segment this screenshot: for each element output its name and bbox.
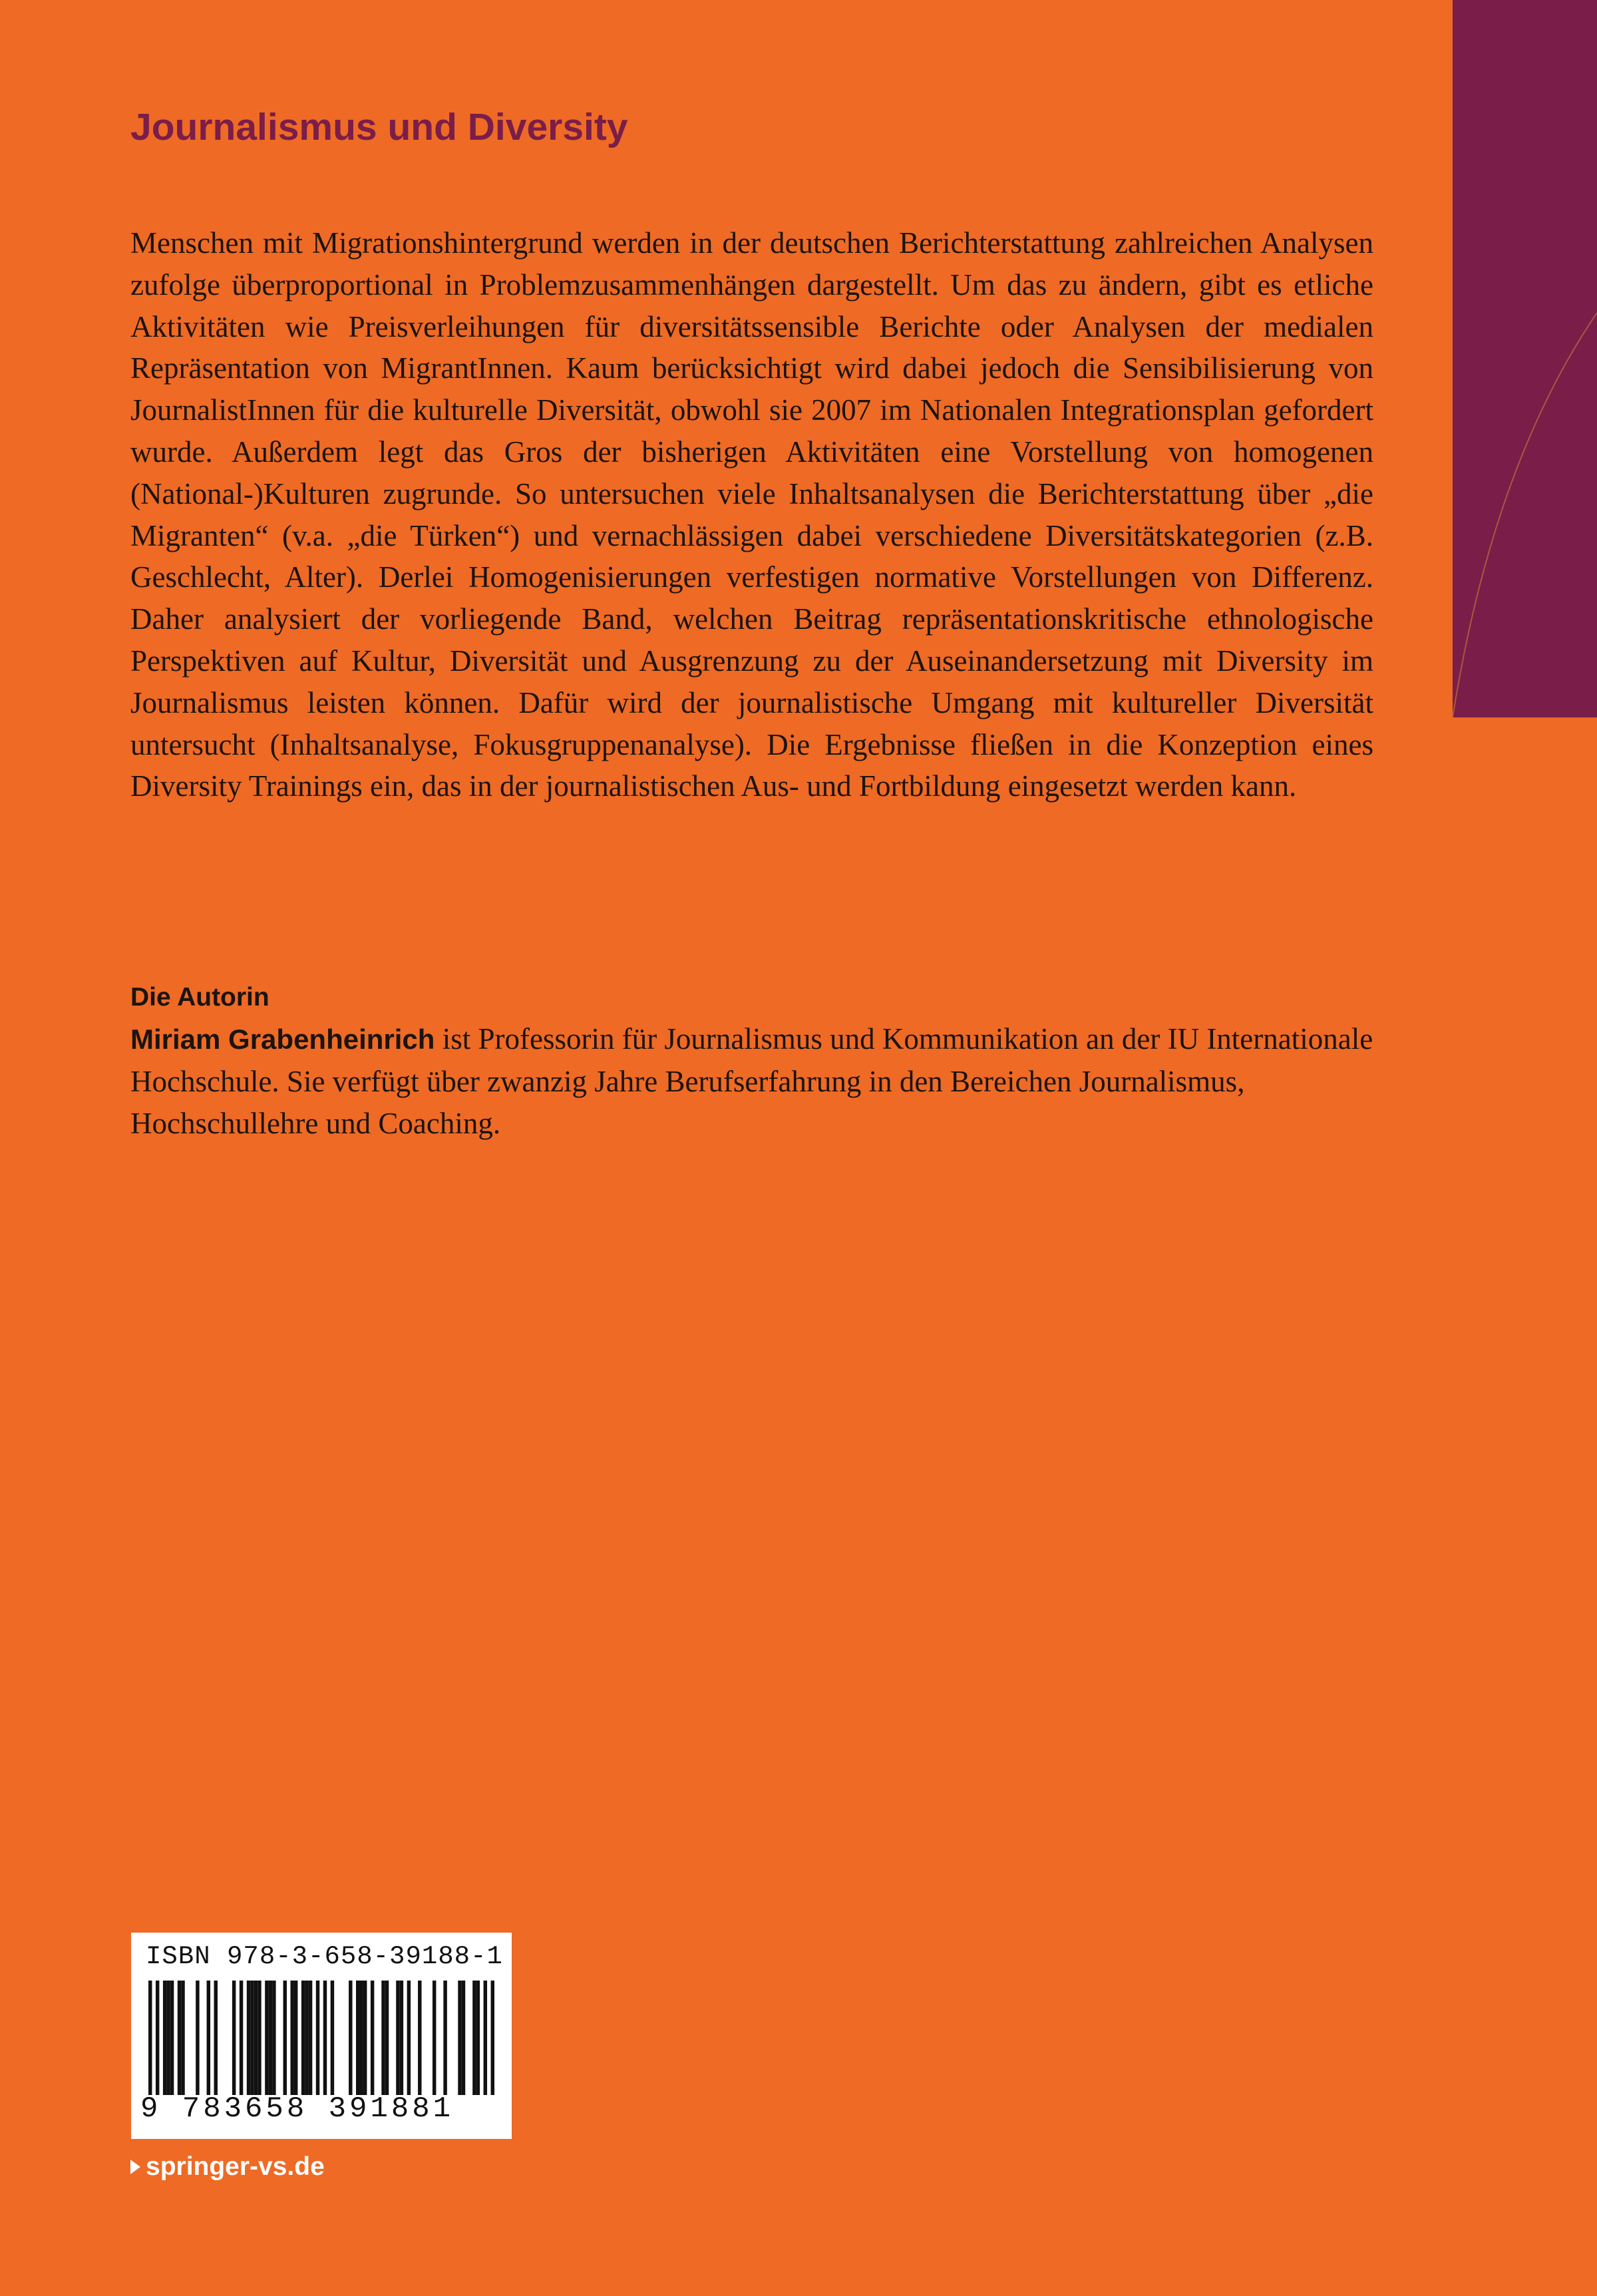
barcode-bars bbox=[148, 1981, 494, 2095]
barcode-bar bbox=[309, 1981, 312, 2095]
author-heading: Die Autorin bbox=[130, 983, 269, 1012]
barcode-bar bbox=[381, 1981, 385, 2095]
barcode-bar bbox=[443, 1981, 446, 2095]
barcode-bar bbox=[331, 1981, 334, 2095]
barcode-bar bbox=[156, 1981, 159, 2095]
barcode-bar bbox=[458, 1981, 461, 2095]
barcode-bar bbox=[181, 1981, 184, 2095]
decorative-curve bbox=[1453, 0, 1597, 717]
barcode-bar bbox=[462, 1981, 465, 2095]
barcode bbox=[131, 1933, 512, 2139]
barcode-bar bbox=[484, 1981, 487, 2095]
barcode-bar bbox=[290, 1981, 293, 2095]
decorative-side-band bbox=[1453, 0, 1597, 717]
publisher-url: springer-vs.de bbox=[146, 2152, 325, 2181]
barcode-bar bbox=[316, 1981, 319, 2095]
author-bio-text: ist Professorin für Journalismus und Kommunikation an der IU Internationale Hochschule. Sie verfügt über zwanzig Jahre Berufserfahrung in den Bereichen Journalismus, Hochschullehre und Coaching. bbox=[130, 1022, 1373, 1140]
barcode-bar bbox=[418, 1981, 421, 2095]
barcode-bar bbox=[323, 1981, 327, 2095]
barcode-bar bbox=[472, 1981, 476, 2095]
barcode-bar bbox=[170, 1981, 174, 2095]
barcode-bar bbox=[163, 1981, 166, 2095]
barcode-bar bbox=[305, 1981, 308, 2095]
barcode-bar bbox=[433, 1981, 436, 2095]
barcode-digits: 9 783658 391881 bbox=[140, 2092, 454, 2126]
author-bio bbox=[130, 1018, 1373, 1144]
author-name: Miriam Grabenheinrich bbox=[130, 1024, 435, 1055]
barcode-bar bbox=[491, 1981, 494, 2095]
barcode-bar bbox=[258, 1981, 261, 2095]
barcode-bar bbox=[349, 1981, 352, 2095]
barcode-bar bbox=[356, 1981, 359, 2095]
barcode-bar bbox=[166, 1981, 170, 2095]
barcode-bar bbox=[178, 1981, 181, 2095]
barcode-bar bbox=[385, 1981, 389, 2095]
barcode-bar bbox=[476, 1981, 480, 2095]
barcode-bar bbox=[232, 1981, 236, 2095]
barcode-bar bbox=[254, 1981, 258, 2095]
barcode-bar bbox=[265, 1981, 268, 2095]
barcode-bar bbox=[196, 1981, 199, 2095]
cover-title: Journalismus und Diversity bbox=[130, 106, 628, 148]
barcode-bar bbox=[240, 1981, 243, 2095]
barcode-bar bbox=[396, 1981, 399, 2095]
barcode-bar bbox=[250, 1981, 254, 2095]
barcode-bar bbox=[283, 1981, 287, 2095]
barcode-bar bbox=[301, 1981, 305, 2095]
publisher-link[interactable] bbox=[130, 2152, 325, 2182]
arrow-right-icon bbox=[130, 2160, 140, 2174]
barcode-bar bbox=[400, 1981, 403, 2095]
isbn-text: ISBN 978-3-658-39188-1 bbox=[146, 1942, 503, 1971]
barcode-bar bbox=[214, 1981, 218, 2095]
blurb-text: Menschen mit Migrationshintergrund werden in der deutschen Berichterstattung zahlreichen Analysen zufolge überproportional in Problemzusammenhängen dargestellt. Um das zu ändern, gibt es etliche Aktivitäten wie Preisverleihungen für diversitätssensible Berichte oder Analysen der medialen Repräsentation von MigrantInnen. Kaum berücksichtigt wird dabei jedoch die Sensibilisierung von JournalistInnen für die kulturelle Diversität, obwohl sie 2007 im Nationalen Integrationsplan gefordert wurde. Außerdem legt das Gros der bisherigen Aktivitäten eine Vorstellung von homogenen (National-)Kulturen zugrunde. So untersuchen viele Inhaltsanalysen die Berichterstattung über „die Migranten“ (v.a. „die Türken“) und vernachlässigen dabei verschiedene Diversitätskategorien (z.B. Geschlecht, Alter). Derlei Homogenisierungen verfestigen normative Vorstellungen von Differenz. Daher analysiert der vorliegende Band, welchen Beitrag repräsentationskritische ethnologische Perspektiven auf Kultur, Diversität und Ausgrenzung zu der Auseinandersetzung mit Diversity im Journalismus leisten können. Dafür wird der journalistische Umgang mit kultureller Diversität untersucht (Inhaltsanalyse, Fokusgruppenanalyse). Die Ergebnisse fließen in die Konzeption eines Diversity Trainings ein, das in der journalistischen Aus- und Fortbildung eingesetzt werden kann. bbox=[130, 226, 1373, 803]
barcode-bar bbox=[272, 1981, 275, 2095]
barcode-bar bbox=[359, 1981, 363, 2095]
barcode-bar bbox=[294, 1981, 297, 2095]
barcode-bar bbox=[269, 1981, 272, 2095]
barcode-bar bbox=[363, 1981, 367, 2095]
barcode-bar bbox=[207, 1981, 210, 2095]
barcode-bar bbox=[407, 1981, 411, 2095]
barcode-bar bbox=[371, 1981, 374, 2095]
barcode-bar bbox=[148, 1981, 152, 2095]
barcode-bar bbox=[247, 1981, 250, 2095]
